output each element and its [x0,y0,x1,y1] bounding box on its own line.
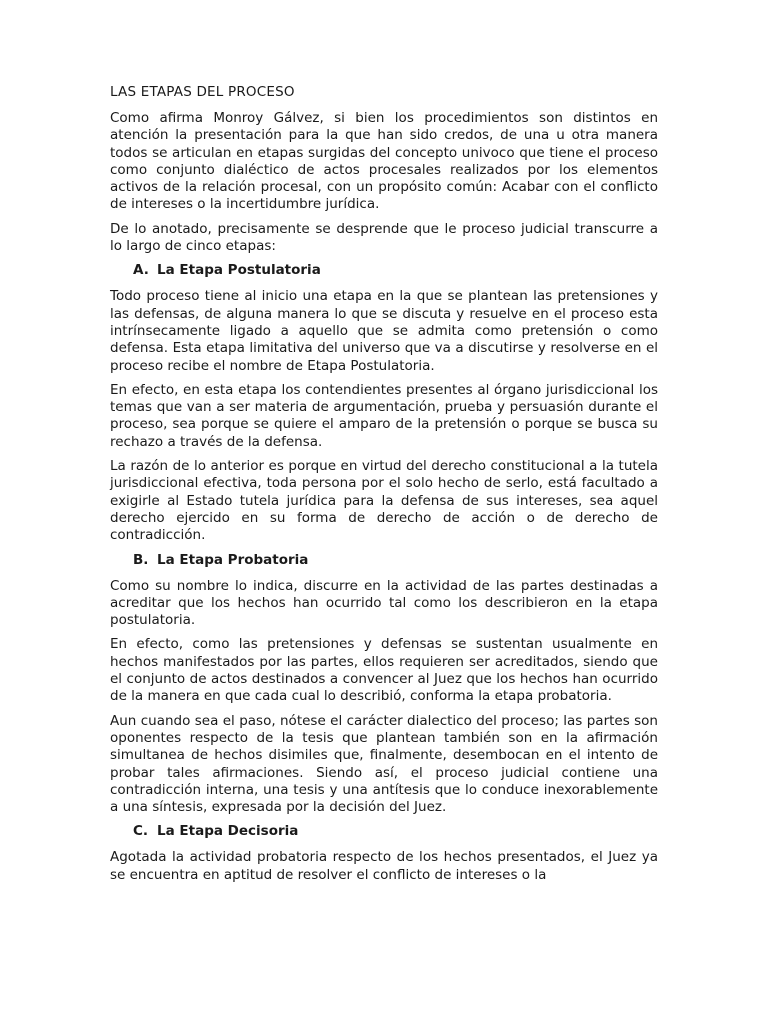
section-a-paragraph-3: La razón de lo anterior es porque en virtud del derecho constitucional a la tutela jurisdiccional efectiva, toda persona por el solo hecho de serlo, está facultado a exigirle al Estado tutela jurídica para la defensa de sus intereses, sea aquel derecho ejercido en su forma de derecho de acción o de derecho de contradicción. [110,458,658,544]
section-title: La Etapa Postulatoria [157,262,321,279]
section-a-paragraph-1: Todo proceso tiene al inicio una etapa en la que se plantean las pretensiones y las defensas, de alguna manera lo que se discuta y resuelve en el proceso esta intrínsecamente ligado a aquello que se admita como pretensión o como defensa. Esta etapa limitativa del universo que va a discutirse y resolverse en el proceso recibe el nombre de Etapa Postulatoria. [110,288,658,374]
section-heading-b [110,552,658,569]
section-heading-c [110,823,658,840]
section-letter: A. [133,262,149,279]
section-b-paragraph-3: Aun cuando sea el paso, nótese el carácter dialectico del proceso; las partes son oponentes respecto de la tesis que plantean también son en la afirmación simultanea de hechos disimiles que, finalmente, desembocan en el intento de probar tales afirmaciones. Siendo así, el proceso judicial contiene una contradicción interna, una tesis y una antítesis que lo conduce inexorablemente a una síntesis, expresada por la decisión del Juez. [110,712,658,816]
section-b-paragraph-1: Como su nombre lo indica, discurre en la actividad de las partes destinadas a acreditar que los hechos han ocurrido tal como los describieron en la etapa postulatoria. [110,577,658,629]
intro-paragraph-2: De lo anotado, precisamente se desprende que le proceso judicial transcurre a lo largo de cinco etapas: [110,220,658,255]
intro-paragraph-1: Como afirma Monroy Gálvez, si bien los procedimientos son distintos en atención la presentación para la que han sido credos, de una u otra manera todos se articulan en etapas surgidas del concepto univoco que tiene el proceso como conjunto dialéctico de actos procesales realizados por los elementos activos de la relación procesal, con un propósito común: Acabar con el conflicto de intereses o la incertidumbre jurídica. [110,110,658,213]
section-title: La Etapa Decisoria [157,823,299,840]
section-letter: C. [133,823,149,840]
page-title: LAS ETAPAS DEL PROCESO [110,84,295,100]
section-letter: B. [133,551,149,568]
section-title: La Etapa Probatoria [157,551,309,568]
section-a-paragraph-2: En efecto, en esta etapa los contendientes presentes al órgano jurisdiccional los temas que van a ser materia de argumentación, prueba y persuasión durante el proceso, sea porque se quiere el amparo de la pretensión o porque se busca su rechazo a través de la defensa. [110,381,658,450]
section-heading-a [110,262,658,279]
section-c-paragraph-1: Agotada la actividad probatoria respecto de los hechos presentados, el Juez ya se encuentra en aptitud de resolver el conflicto de intereses o la [110,849,658,883]
section-b-paragraph-2: En efecto, como las pretensiones y defensas se sustentan usualmente en hechos manifestados por las partes, ellos requieren ser acreditados, siendo que el conjunto de actos destinados a convencer al Juez que los hechos han ocurrido de la manera en que cada cual lo describió, conforma la etapa probatoria. [110,636,658,705]
